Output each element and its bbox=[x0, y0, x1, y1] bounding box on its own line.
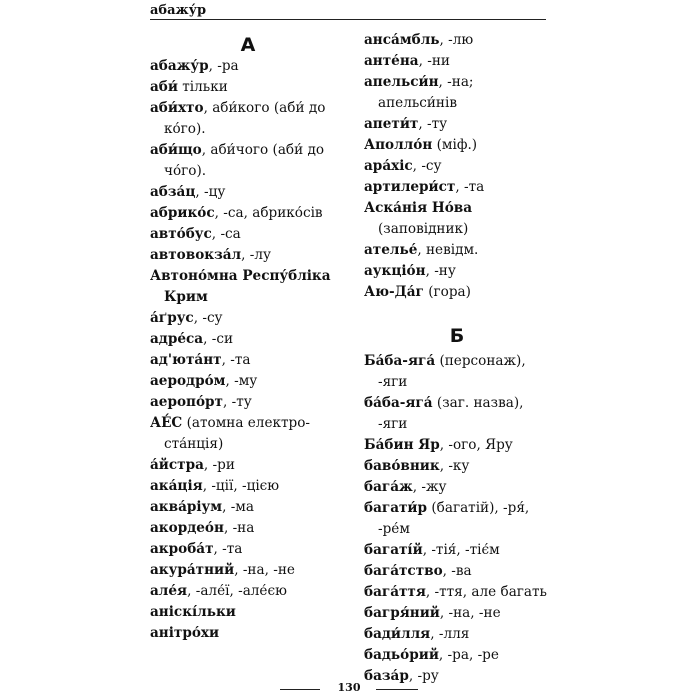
section-letter: Б bbox=[449, 325, 465, 347]
entry-headword: абрико́с bbox=[150, 205, 215, 221]
entry-headword: ара́хіс bbox=[364, 158, 413, 174]
entry-grammar: , -тія́, -тіє́м bbox=[422, 542, 500, 558]
dictionary-entry bbox=[150, 329, 346, 350]
dictionary-entry bbox=[150, 539, 346, 560]
dictionary-entry bbox=[150, 455, 346, 476]
dictionary-entry bbox=[150, 308, 346, 329]
entry-headword: Аска́нія Но́ва bbox=[364, 200, 473, 216]
entry-grammar: (заповідник) bbox=[378, 221, 469, 237]
dictionary-entry bbox=[150, 56, 346, 77]
section-letter: А bbox=[240, 34, 256, 56]
entry-grammar: , -цу bbox=[195, 184, 226, 200]
left-column bbox=[150, 30, 346, 644]
entry-grammar: (багатій), -ря́, -ре́м bbox=[378, 500, 530, 537]
dictionary-entry bbox=[364, 393, 550, 435]
entry-headword: артилери́ст bbox=[364, 179, 456, 195]
dictionary-entry bbox=[150, 245, 346, 266]
entry-headword: баво́вник bbox=[364, 458, 440, 474]
entry-headword: аби́ bbox=[150, 79, 178, 95]
running-header: абажу́р bbox=[150, 3, 207, 18]
entry-headword: адре́са bbox=[150, 331, 204, 347]
dictionary-entry bbox=[364, 135, 550, 156]
entry-grammar: , -ції, -цією bbox=[202, 478, 280, 494]
entry-headword: абза́ц bbox=[150, 184, 196, 200]
dictionary-entry bbox=[364, 72, 550, 114]
entry-grammar: тільки bbox=[177, 79, 228, 95]
entry-grammar: , -му bbox=[225, 373, 258, 389]
entry-grammar: , -ра bbox=[208, 58, 239, 74]
dictionary-entry bbox=[364, 261, 550, 282]
entry-headword: аеропо́рт bbox=[150, 394, 223, 410]
dictionary-entry bbox=[150, 266, 346, 308]
entry-grammar: , -ва bbox=[442, 563, 472, 579]
dictionary-entry bbox=[150, 476, 346, 497]
dictionary-entry bbox=[364, 498, 550, 540]
entry-headword: Ба́ба-яга́ bbox=[364, 353, 436, 369]
dictionary-entry bbox=[364, 456, 550, 477]
dictionary-entry bbox=[364, 30, 550, 51]
dictionary-entry bbox=[150, 350, 346, 371]
dictionary-entry bbox=[150, 77, 346, 98]
entry-grammar: , -лу bbox=[241, 247, 272, 263]
entry-grammar: , -лля bbox=[430, 626, 470, 642]
entry-headword: анте́на bbox=[364, 53, 419, 69]
dictionary-entry bbox=[150, 623, 346, 644]
entry-headword: Аполло́н bbox=[364, 137, 433, 153]
entry-grammar: , -жу bbox=[412, 479, 447, 495]
entry-headword: багаті́й bbox=[364, 542, 423, 558]
dictionary-entry bbox=[364, 477, 550, 498]
dictionary-entry bbox=[150, 413, 346, 455]
dictionary-entry bbox=[364, 582, 550, 603]
entry-grammar: , -на; апельси́нів bbox=[378, 74, 474, 111]
entry-headword: апети́т bbox=[364, 116, 419, 132]
entry-headword: аукціо́н bbox=[364, 263, 426, 279]
entry-grammar: , -ку bbox=[439, 458, 470, 474]
entry-headword: анса́мбль bbox=[364, 32, 440, 48]
dictionary-entry bbox=[364, 435, 550, 456]
dictionary-entry bbox=[150, 203, 346, 224]
entry-headword: ака́ція bbox=[150, 478, 203, 494]
entry-headword: ба́ба-яга́ bbox=[364, 395, 433, 411]
dictionary-entry bbox=[364, 240, 550, 261]
entry-headword: бага́ття bbox=[364, 584, 426, 600]
entry-grammar: (атомна електро-ста́нція) bbox=[164, 415, 310, 452]
entry-grammar: , -та bbox=[455, 179, 485, 195]
dictionary-entry bbox=[364, 156, 550, 177]
entry-grammar: , аби́чого (аби́ до чо́го). bbox=[164, 142, 325, 179]
entry-grammar: , -са, абрико́сів bbox=[214, 205, 323, 221]
dictionary-entry bbox=[150, 182, 346, 203]
entry-grammar: , -на, -не bbox=[234, 562, 295, 578]
entry-headword: Ба́бин Яр bbox=[364, 437, 440, 453]
entry-grammar: , -са bbox=[211, 226, 241, 242]
page-footer bbox=[0, 680, 700, 700]
entry-headword: аеродро́м bbox=[150, 373, 226, 389]
dictionary-entry bbox=[364, 624, 550, 645]
entry-headword: анітро́хи bbox=[150, 625, 220, 641]
entry-headword: акордео́н bbox=[150, 520, 224, 536]
entry-headword: аква́ріум bbox=[150, 499, 223, 515]
entry-grammar: , -ого, Яру bbox=[439, 437, 513, 453]
dictionary-entry bbox=[364, 51, 550, 72]
entry-grammar: , -ни bbox=[418, 53, 450, 69]
entry-grammar: (міф.) bbox=[432, 137, 478, 153]
entry-headword: база́р bbox=[364, 668, 409, 684]
entry-headword: аби́що bbox=[150, 142, 202, 158]
entry-headword: а́ґрус bbox=[150, 310, 194, 326]
entry-grammar: , -си bbox=[203, 331, 234, 347]
entry-grammar: , -ра, -ре bbox=[438, 647, 499, 663]
entry-grammar: , -та bbox=[221, 352, 251, 368]
entry-grammar: (персонаж), -яги bbox=[378, 353, 526, 390]
entry-headword: але́я bbox=[150, 583, 188, 599]
entry-grammar: , -ту bbox=[222, 394, 252, 410]
entry-headword: аби́хто bbox=[150, 100, 204, 116]
entry-headword: Аю-Да́г bbox=[364, 284, 424, 300]
entry-headword: акроба́т bbox=[150, 541, 214, 557]
entry-headword: апельси́н bbox=[364, 74, 439, 90]
dictionary-entry bbox=[150, 602, 346, 623]
entry-headword: ателье́ bbox=[364, 242, 418, 258]
entry-grammar: , -але́ї, -але́єю bbox=[187, 583, 287, 599]
entry-headword: аніскі́льки bbox=[150, 604, 236, 620]
entry-headword: авто́бус bbox=[150, 226, 212, 242]
dictionary-entry bbox=[150, 371, 346, 392]
dictionary-entry bbox=[150, 98, 346, 140]
entry-grammar: , -ту bbox=[418, 116, 448, 132]
dictionary-entry bbox=[364, 645, 550, 666]
entry-grammar: , -на bbox=[223, 520, 255, 536]
entry-grammar: , -та bbox=[213, 541, 243, 557]
right-column bbox=[364, 30, 550, 687]
dictionary-entry bbox=[364, 177, 550, 198]
dictionary-entry bbox=[150, 392, 346, 413]
entry-headword: акура́тний bbox=[150, 562, 235, 578]
footer-rule-right bbox=[376, 689, 418, 690]
entry-grammar: , аби́кого (аби́ до ко́го). bbox=[164, 100, 326, 137]
dictionary-entry bbox=[364, 198, 550, 240]
entry-headword: абажу́р bbox=[150, 58, 209, 74]
dictionary-entry bbox=[150, 581, 346, 602]
dictionary-entry bbox=[150, 518, 346, 539]
dictionary-entry bbox=[364, 114, 550, 135]
entry-grammar: , -су bbox=[193, 310, 223, 326]
entry-grammar: , -ття, але багать bbox=[425, 584, 547, 600]
dictionary-entry bbox=[364, 282, 550, 303]
entry-grammar: , -ма bbox=[222, 499, 254, 515]
dictionary-entry bbox=[150, 140, 346, 182]
entry-grammar: , -ну bbox=[425, 263, 456, 279]
dictionary-entry bbox=[364, 540, 550, 561]
entry-headword: автовокза́л bbox=[150, 247, 242, 263]
entry-headword: бадьо́рий bbox=[364, 647, 439, 663]
entry-grammar: , -ру bbox=[408, 668, 439, 684]
entry-headword: ад'юта́нт bbox=[150, 352, 222, 368]
dictionary-entry bbox=[364, 561, 550, 582]
entry-grammar: (заг. назва), -яги bbox=[378, 395, 524, 432]
entry-headword: Автоно́мна Респу́бліка Крим bbox=[150, 268, 331, 305]
entry-grammar: , невідм. bbox=[417, 242, 479, 258]
entry-headword: а́йстра bbox=[150, 457, 204, 473]
entry-headword: багати́р bbox=[364, 500, 428, 516]
entry-grammar: , -су bbox=[412, 158, 442, 174]
footer-rule-left bbox=[280, 689, 320, 690]
dictionary-entry bbox=[150, 560, 346, 581]
dictionary-entry bbox=[364, 603, 550, 624]
dictionary-entry bbox=[150, 497, 346, 518]
entry-headword: бага́ж bbox=[364, 479, 413, 495]
entry-headword: АЕ́С bbox=[150, 415, 183, 431]
entry-grammar: , -на, -не bbox=[439, 605, 501, 621]
entry-grammar: , -лю bbox=[439, 32, 474, 48]
dictionary-entry bbox=[364, 351, 550, 393]
entry-grammar: , -ри bbox=[203, 457, 235, 473]
entry-headword: багря́ний bbox=[364, 605, 440, 621]
page-number: 130 bbox=[337, 681, 361, 694]
entry-headword: бади́лля bbox=[364, 626, 431, 642]
header-rule bbox=[150, 19, 546, 20]
dictionary-entry bbox=[150, 224, 346, 245]
entry-headword: бага́тство bbox=[364, 563, 443, 579]
entry-grammar: (гора) bbox=[423, 284, 471, 300]
